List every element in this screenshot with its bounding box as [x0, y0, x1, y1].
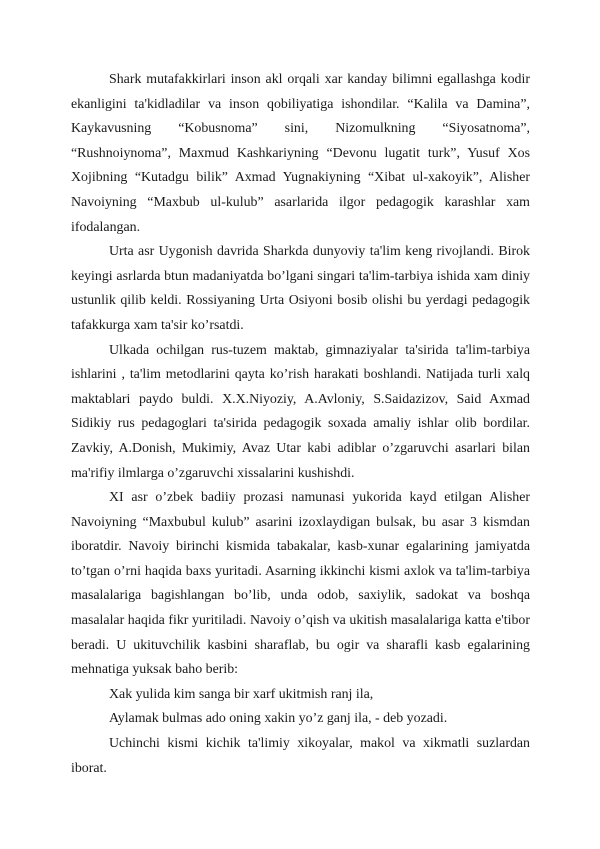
closing-paragraph: Uchinchi kismi kichik ta'limiy xikoyalar, makol va xikmatli suzlardan iborat. [71, 736, 530, 776]
paragraph-2: Urta asr Uygonish davrida Sharkda dunyoviy ta'lim keng rivojlandi. Birok keyingi asrlarda btun madaniyatda bo’lgani singari ta'lim-tarbiya ishida xam diniy ustunlik qilib keldi. Rossiyaning Urta Osiyoni bosib olishi bu yerdagi pedagogik tafakkurga xam ta'sir ko’rsatdi. [71, 244, 530, 333]
verse-line-1: Xak yulida kim sanga bir xarf ukitmish ranj ila, [109, 686, 374, 702]
paragraph-4: XI asr o’zbek badiiy prozasi namunasi yukorida kayd etilgan Alisher Navoiyning “Maxbubul kulub” asarini izoxlaydigan bulsak, bu asar 3 kismdan iboratdir. Navoiy birinchi kismida tabakalar, kasb-xunar egalarining jamiyatda to’tgan o’rni haqida baxs yuritadi. Asarning ikkinchi kismi axlok va ta'lim-tarbiya masalalariga bagishlangan bo’lib, unda odob, saxiylik, sadokat va boshqa masalalar haqida fikr yuritiladi. Navoiy o’qish va ukitish masalalariga katta e'tibor beradi. U ukituvchilik kasbini sharaflab, bu ogir va sharafli kasb egalarining mehnatiga yuksak baho berib: [71, 490, 530, 678]
verse-line-2: Aylamak bulmas ado oning xakin yo’z ganj ila, - deb yozadi. [109, 711, 448, 727]
paragraph-1: Shark mutafakkirlari inson akl orqali xar kanday bilimni egallashga kodir ekanligini ta'kidladilar va inson qobiliyatiga ishondilar. “Kalila va Damina”, Kaykavusning “Kobusnoma” sini, Nizomulkning “Siyosatnoma”, “Rushnoiynoma”, Maxmud Kashkariyning “Devonu lugatit turk”, Yusuf Xos Xojibning “Kutadgu bilik” Axmad Yugnakiyning “Xibat ul-xakoyik”, Alisher Navoiyning “Maxbub ul-kulub” asarlarida ilgor pedagogik karashlar xam ifodalangan. [71, 72, 530, 235]
paragraph-3: Ulkada ochilgan rus-tuzem maktab, gimnaziyalar ta'sirida ta'lim-tarbiya ishlarini , ta'lim metodlarini qayta ko’rish harakati boshlandi. Natijada turli xalq maktablari paydo buldi. X.X.Niyoziy, A.Avloniy, S.Saidazizov, Said Axmad Sidikiy rus pedagoglari ta'sirida pedagogik soxada amaliy ishlar olib bordilar. Zavkiy, A.Donish, Mukimiy, Avaz Utar kabi adiblar o’zgaruvchi asarlari bilan ma'rifiy ilmlarga o’zgaruvchi xissalarini kushishdi. [71, 342, 530, 481]
